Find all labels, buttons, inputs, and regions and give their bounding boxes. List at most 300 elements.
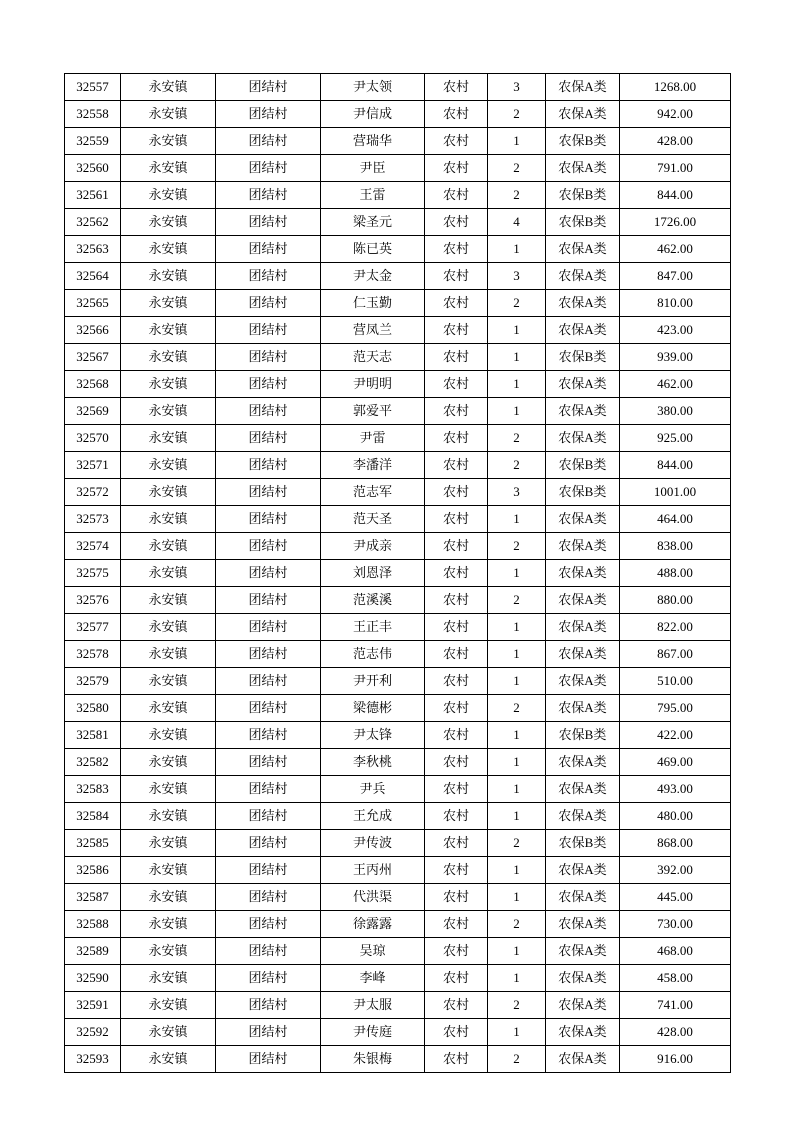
cell-town: 永安镇 xyxy=(121,857,216,884)
cell-insurance-category: 农保A类 xyxy=(546,1046,620,1073)
cell-village: 团结村 xyxy=(216,857,321,884)
cell-serial-number: 32571 xyxy=(65,452,121,479)
cell-serial-number: 32560 xyxy=(65,155,121,182)
cell-village: 团结村 xyxy=(216,209,321,236)
cell-residence-type: 农村 xyxy=(425,668,488,695)
cell-town: 永安镇 xyxy=(121,884,216,911)
cell-town: 永安镇 xyxy=(121,155,216,182)
cell-town: 永安镇 xyxy=(121,398,216,425)
cell-person-count: 2 xyxy=(488,290,546,317)
cell-town: 永安镇 xyxy=(121,668,216,695)
cell-person-name: 李秋桃 xyxy=(321,749,425,776)
cell-insurance-category: 农保B类 xyxy=(546,452,620,479)
cell-village: 团结村 xyxy=(216,965,321,992)
table-row xyxy=(65,344,731,371)
cell-village: 团结村 xyxy=(216,938,321,965)
cell-residence-type: 农村 xyxy=(425,1046,488,1073)
cell-town: 永安镇 xyxy=(121,992,216,1019)
cell-residence-type: 农村 xyxy=(425,452,488,479)
cell-town: 永安镇 xyxy=(121,128,216,155)
cell-insurance-category: 农保A类 xyxy=(546,614,620,641)
cell-person-name: 范溪溪 xyxy=(321,587,425,614)
cell-village: 团结村 xyxy=(216,155,321,182)
cell-village: 团结村 xyxy=(216,479,321,506)
cell-residence-type: 农村 xyxy=(425,992,488,1019)
cell-person-count: 2 xyxy=(488,1046,546,1073)
cell-serial-number: 32575 xyxy=(65,560,121,587)
cell-person-name: 营瑞华 xyxy=(321,128,425,155)
cell-serial-number: 32583 xyxy=(65,776,121,803)
table-row xyxy=(65,533,731,560)
cell-residence-type: 农村 xyxy=(425,479,488,506)
cell-serial-number: 32574 xyxy=(65,533,121,560)
cell-serial-number: 32569 xyxy=(65,398,121,425)
cell-amount: 868.00 xyxy=(620,830,731,857)
cell-village: 团结村 xyxy=(216,803,321,830)
cell-person-name: 尹臣 xyxy=(321,155,425,182)
cell-village: 团结村 xyxy=(216,128,321,155)
cell-village: 团结村 xyxy=(216,263,321,290)
cell-town: 永安镇 xyxy=(121,344,216,371)
table-row xyxy=(65,560,731,587)
cell-village: 团结村 xyxy=(216,344,321,371)
cell-town: 永安镇 xyxy=(121,560,216,587)
cell-serial-number: 32557 xyxy=(65,74,121,101)
cell-serial-number: 32587 xyxy=(65,884,121,911)
payment-register-table xyxy=(64,73,731,1073)
cell-serial-number: 32561 xyxy=(65,182,121,209)
cell-person-count: 1 xyxy=(488,668,546,695)
cell-person-count: 1 xyxy=(488,641,546,668)
cell-town: 永安镇 xyxy=(121,290,216,317)
cell-residence-type: 农村 xyxy=(425,506,488,533)
cell-residence-type: 农村 xyxy=(425,884,488,911)
cell-person-name: 梁圣元 xyxy=(321,209,425,236)
cell-amount: 488.00 xyxy=(620,560,731,587)
cell-person-count: 1 xyxy=(488,506,546,533)
table-row xyxy=(65,857,731,884)
cell-residence-type: 农村 xyxy=(425,938,488,965)
cell-serial-number: 32570 xyxy=(65,425,121,452)
table-row xyxy=(65,371,731,398)
cell-town: 永安镇 xyxy=(121,830,216,857)
cell-town: 永安镇 xyxy=(121,614,216,641)
cell-insurance-category: 农保A类 xyxy=(546,74,620,101)
table-row xyxy=(65,884,731,911)
cell-residence-type: 农村 xyxy=(425,344,488,371)
table-row xyxy=(65,452,731,479)
cell-town: 永安镇 xyxy=(121,965,216,992)
cell-village: 团结村 xyxy=(216,317,321,344)
cell-insurance-category: 农保A类 xyxy=(546,371,620,398)
cell-person-name: 尹太锋 xyxy=(321,722,425,749)
cell-person-count: 1 xyxy=(488,884,546,911)
cell-serial-number: 32577 xyxy=(65,614,121,641)
cell-insurance-category: 农保B类 xyxy=(546,479,620,506)
table-row xyxy=(65,668,731,695)
cell-serial-number: 32563 xyxy=(65,236,121,263)
cell-residence-type: 农村 xyxy=(425,74,488,101)
cell-person-name: 徐露露 xyxy=(321,911,425,938)
cell-amount: 925.00 xyxy=(620,425,731,452)
cell-village: 团结村 xyxy=(216,371,321,398)
cell-person-count: 3 xyxy=(488,479,546,506)
cell-insurance-category: 农保A类 xyxy=(546,695,620,722)
cell-serial-number: 32564 xyxy=(65,263,121,290)
cell-village: 团结村 xyxy=(216,641,321,668)
cell-insurance-category: 农保A类 xyxy=(546,992,620,1019)
cell-residence-type: 农村 xyxy=(425,560,488,587)
cell-amount: 423.00 xyxy=(620,317,731,344)
cell-residence-type: 农村 xyxy=(425,263,488,290)
cell-person-count: 1 xyxy=(488,938,546,965)
cell-person-count: 2 xyxy=(488,587,546,614)
cell-person-name: 刘恩泽 xyxy=(321,560,425,587)
cell-village: 团结村 xyxy=(216,749,321,776)
cell-amount: 445.00 xyxy=(620,884,731,911)
cell-person-name: 王雷 xyxy=(321,182,425,209)
cell-person-count: 1 xyxy=(488,722,546,749)
cell-town: 永安镇 xyxy=(121,317,216,344)
cell-person-count: 2 xyxy=(488,182,546,209)
cell-amount: 810.00 xyxy=(620,290,731,317)
cell-amount: 741.00 xyxy=(620,992,731,1019)
table-row xyxy=(65,479,731,506)
cell-amount: 791.00 xyxy=(620,155,731,182)
table-row xyxy=(65,803,731,830)
cell-serial-number: 32582 xyxy=(65,749,121,776)
cell-person-count: 2 xyxy=(488,425,546,452)
table-row xyxy=(65,506,731,533)
cell-amount: 844.00 xyxy=(620,182,731,209)
cell-person-name: 王允成 xyxy=(321,803,425,830)
table-row xyxy=(65,911,731,938)
cell-serial-number: 32581 xyxy=(65,722,121,749)
cell-insurance-category: 农保A类 xyxy=(546,398,620,425)
cell-town: 永安镇 xyxy=(121,749,216,776)
cell-residence-type: 农村 xyxy=(425,722,488,749)
cell-town: 永安镇 xyxy=(121,533,216,560)
table-row xyxy=(65,398,731,425)
cell-residence-type: 农村 xyxy=(425,317,488,344)
cell-town: 永安镇 xyxy=(121,641,216,668)
cell-town: 永安镇 xyxy=(121,722,216,749)
table-row xyxy=(65,101,731,128)
cell-village: 团结村 xyxy=(216,614,321,641)
cell-person-name: 吴琼 xyxy=(321,938,425,965)
cell-insurance-category: 农保B类 xyxy=(546,344,620,371)
cell-insurance-category: 农保A类 xyxy=(546,1019,620,1046)
cell-person-count: 1 xyxy=(488,398,546,425)
cell-amount: 942.00 xyxy=(620,101,731,128)
cell-person-name: 陈已英 xyxy=(321,236,425,263)
cell-insurance-category: 农保B类 xyxy=(546,182,620,209)
cell-amount: 462.00 xyxy=(620,236,731,263)
cell-serial-number: 32580 xyxy=(65,695,121,722)
table-row xyxy=(65,263,731,290)
cell-village: 团结村 xyxy=(216,533,321,560)
cell-person-name: 范志伟 xyxy=(321,641,425,668)
cell-amount: 730.00 xyxy=(620,911,731,938)
cell-serial-number: 32579 xyxy=(65,668,121,695)
table-row xyxy=(65,425,731,452)
cell-village: 团结村 xyxy=(216,290,321,317)
cell-person-count: 2 xyxy=(488,992,546,1019)
cell-person-count: 1 xyxy=(488,128,546,155)
cell-residence-type: 农村 xyxy=(425,587,488,614)
cell-person-name: 范天志 xyxy=(321,344,425,371)
cell-amount: 462.00 xyxy=(620,371,731,398)
cell-person-name: 尹太领 xyxy=(321,74,425,101)
cell-residence-type: 农村 xyxy=(425,128,488,155)
cell-person-count: 1 xyxy=(488,1019,546,1046)
cell-insurance-category: 农保B类 xyxy=(546,830,620,857)
cell-person-name: 尹雷 xyxy=(321,425,425,452)
table-body xyxy=(65,74,731,1073)
cell-village: 团结村 xyxy=(216,668,321,695)
cell-serial-number: 32590 xyxy=(65,965,121,992)
cell-residence-type: 农村 xyxy=(425,857,488,884)
cell-person-count: 1 xyxy=(488,317,546,344)
cell-residence-type: 农村 xyxy=(425,965,488,992)
cell-town: 永安镇 xyxy=(121,776,216,803)
cell-person-name: 尹太金 xyxy=(321,263,425,290)
cell-town: 永安镇 xyxy=(121,182,216,209)
table-row xyxy=(65,74,731,101)
cell-person-count: 1 xyxy=(488,236,546,263)
cell-village: 团结村 xyxy=(216,1019,321,1046)
cell-person-count: 1 xyxy=(488,776,546,803)
cell-residence-type: 农村 xyxy=(425,1019,488,1046)
cell-insurance-category: 农保A类 xyxy=(546,587,620,614)
cell-village: 团结村 xyxy=(216,236,321,263)
cell-insurance-category: 农保A类 xyxy=(546,668,620,695)
cell-town: 永安镇 xyxy=(121,587,216,614)
cell-serial-number: 32591 xyxy=(65,992,121,1019)
cell-insurance-category: 农保B类 xyxy=(546,128,620,155)
cell-town: 永安镇 xyxy=(121,1046,216,1073)
cell-person-count: 2 xyxy=(488,452,546,479)
cell-serial-number: 32588 xyxy=(65,911,121,938)
cell-amount: 795.00 xyxy=(620,695,731,722)
cell-village: 团结村 xyxy=(216,776,321,803)
table-row xyxy=(65,722,731,749)
cell-person-count: 3 xyxy=(488,263,546,290)
cell-residence-type: 农村 xyxy=(425,911,488,938)
cell-person-count: 1 xyxy=(488,344,546,371)
cell-residence-type: 农村 xyxy=(425,776,488,803)
cell-insurance-category: 农保B类 xyxy=(546,722,620,749)
cell-person-name: 范志军 xyxy=(321,479,425,506)
cell-serial-number: 32558 xyxy=(65,101,121,128)
cell-serial-number: 32572 xyxy=(65,479,121,506)
cell-insurance-category: 农保A类 xyxy=(546,641,620,668)
cell-person-count: 2 xyxy=(488,155,546,182)
cell-town: 永安镇 xyxy=(121,506,216,533)
cell-serial-number: 32559 xyxy=(65,128,121,155)
cell-amount: 916.00 xyxy=(620,1046,731,1073)
cell-amount: 422.00 xyxy=(620,722,731,749)
cell-amount: 493.00 xyxy=(620,776,731,803)
cell-person-count: 2 xyxy=(488,101,546,128)
cell-residence-type: 农村 xyxy=(425,371,488,398)
table-row xyxy=(65,992,731,1019)
cell-person-count: 4 xyxy=(488,209,546,236)
cell-insurance-category: 农保A类 xyxy=(546,776,620,803)
cell-residence-type: 农村 xyxy=(425,425,488,452)
cell-residence-type: 农村 xyxy=(425,236,488,263)
cell-residence-type: 农村 xyxy=(425,290,488,317)
cell-serial-number: 32584 xyxy=(65,803,121,830)
cell-person-count: 1 xyxy=(488,803,546,830)
cell-insurance-category: 农保A类 xyxy=(546,155,620,182)
cell-person-name: 代洪渠 xyxy=(321,884,425,911)
cell-village: 团结村 xyxy=(216,74,321,101)
cell-amount: 838.00 xyxy=(620,533,731,560)
cell-serial-number: 32589 xyxy=(65,938,121,965)
cell-person-name: 尹成亲 xyxy=(321,533,425,560)
cell-person-name: 王丙州 xyxy=(321,857,425,884)
cell-residence-type: 农村 xyxy=(425,209,488,236)
cell-amount: 428.00 xyxy=(620,128,731,155)
cell-person-name: 尹开利 xyxy=(321,668,425,695)
cell-insurance-category: 农保A类 xyxy=(546,290,620,317)
cell-village: 团结村 xyxy=(216,560,321,587)
cell-person-name: 李潘洋 xyxy=(321,452,425,479)
cell-town: 永安镇 xyxy=(121,371,216,398)
cell-insurance-category: 农保B类 xyxy=(546,209,620,236)
cell-amount: 458.00 xyxy=(620,965,731,992)
cell-person-name: 尹明明 xyxy=(321,371,425,398)
table-row xyxy=(65,776,731,803)
cell-residence-type: 农村 xyxy=(425,155,488,182)
cell-village: 团结村 xyxy=(216,830,321,857)
cell-village: 团结村 xyxy=(216,452,321,479)
cell-village: 团结村 xyxy=(216,911,321,938)
cell-person-count: 2 xyxy=(488,830,546,857)
cell-amount: 822.00 xyxy=(620,614,731,641)
cell-person-name: 朱银梅 xyxy=(321,1046,425,1073)
cell-residence-type: 农村 xyxy=(425,695,488,722)
cell-person-name: 王正丰 xyxy=(321,614,425,641)
cell-town: 永安镇 xyxy=(121,236,216,263)
cell-serial-number: 32585 xyxy=(65,830,121,857)
cell-village: 团结村 xyxy=(216,1046,321,1073)
cell-amount: 392.00 xyxy=(620,857,731,884)
cell-amount: 1001.00 xyxy=(620,479,731,506)
cell-amount: 464.00 xyxy=(620,506,731,533)
cell-amount: 469.00 xyxy=(620,749,731,776)
cell-insurance-category: 农保A类 xyxy=(546,749,620,776)
cell-village: 团结村 xyxy=(216,884,321,911)
cell-insurance-category: 农保A类 xyxy=(546,803,620,830)
cell-town: 永安镇 xyxy=(121,803,216,830)
cell-town: 永安镇 xyxy=(121,425,216,452)
cell-residence-type: 农村 xyxy=(425,614,488,641)
cell-residence-type: 农村 xyxy=(425,830,488,857)
cell-insurance-category: 农保A类 xyxy=(546,101,620,128)
cell-serial-number: 32562 xyxy=(65,209,121,236)
table-row xyxy=(65,749,731,776)
cell-serial-number: 32566 xyxy=(65,317,121,344)
cell-insurance-category: 农保A类 xyxy=(546,506,620,533)
cell-serial-number: 32565 xyxy=(65,290,121,317)
cell-residence-type: 农村 xyxy=(425,101,488,128)
table-row xyxy=(65,209,731,236)
cell-insurance-category: 农保A类 xyxy=(546,317,620,344)
cell-serial-number: 32567 xyxy=(65,344,121,371)
cell-amount: 428.00 xyxy=(620,1019,731,1046)
cell-residence-type: 农村 xyxy=(425,533,488,560)
cell-town: 永安镇 xyxy=(121,479,216,506)
cell-amount: 510.00 xyxy=(620,668,731,695)
cell-serial-number: 32578 xyxy=(65,641,121,668)
cell-serial-number: 32576 xyxy=(65,587,121,614)
cell-insurance-category: 农保A类 xyxy=(546,884,620,911)
cell-amount: 867.00 xyxy=(620,641,731,668)
table-row xyxy=(65,587,731,614)
table-row xyxy=(65,155,731,182)
cell-amount: 847.00 xyxy=(620,263,731,290)
cell-person-count: 1 xyxy=(488,371,546,398)
cell-amount: 480.00 xyxy=(620,803,731,830)
cell-serial-number: 32573 xyxy=(65,506,121,533)
cell-residence-type: 农村 xyxy=(425,749,488,776)
cell-serial-number: 32586 xyxy=(65,857,121,884)
cell-serial-number: 32592 xyxy=(65,1019,121,1046)
cell-serial-number: 32568 xyxy=(65,371,121,398)
cell-person-count: 3 xyxy=(488,74,546,101)
cell-person-name: 李峰 xyxy=(321,965,425,992)
cell-residence-type: 农村 xyxy=(425,398,488,425)
cell-village: 团结村 xyxy=(216,398,321,425)
cell-person-name: 尹太服 xyxy=(321,992,425,1019)
table-row xyxy=(65,830,731,857)
cell-person-name: 尹兵 xyxy=(321,776,425,803)
cell-residence-type: 农村 xyxy=(425,641,488,668)
cell-residence-type: 农村 xyxy=(425,803,488,830)
cell-village: 团结村 xyxy=(216,182,321,209)
cell-person-name: 仁玉勤 xyxy=(321,290,425,317)
cell-insurance-category: 农保A类 xyxy=(546,425,620,452)
cell-town: 永安镇 xyxy=(121,911,216,938)
cell-village: 团结村 xyxy=(216,587,321,614)
table-row xyxy=(65,236,731,263)
cell-person-name: 尹传波 xyxy=(321,830,425,857)
cell-person-name: 范天圣 xyxy=(321,506,425,533)
table-row xyxy=(65,641,731,668)
table-row xyxy=(65,128,731,155)
cell-town: 永安镇 xyxy=(121,101,216,128)
cell-town: 永安镇 xyxy=(121,263,216,290)
cell-person-name: 营凤兰 xyxy=(321,317,425,344)
table-row xyxy=(65,290,731,317)
table-row xyxy=(65,614,731,641)
cell-town: 永安镇 xyxy=(121,74,216,101)
cell-amount: 844.00 xyxy=(620,452,731,479)
cell-person-name: 郭爱平 xyxy=(321,398,425,425)
table-row xyxy=(65,317,731,344)
cell-amount: 380.00 xyxy=(620,398,731,425)
cell-person-name: 尹传庭 xyxy=(321,1019,425,1046)
cell-amount: 880.00 xyxy=(620,587,731,614)
cell-person-count: 1 xyxy=(488,749,546,776)
cell-person-name: 尹信成 xyxy=(321,101,425,128)
cell-insurance-category: 农保A类 xyxy=(546,560,620,587)
cell-residence-type: 农村 xyxy=(425,182,488,209)
table-row xyxy=(65,695,731,722)
cell-person-count: 2 xyxy=(488,695,546,722)
